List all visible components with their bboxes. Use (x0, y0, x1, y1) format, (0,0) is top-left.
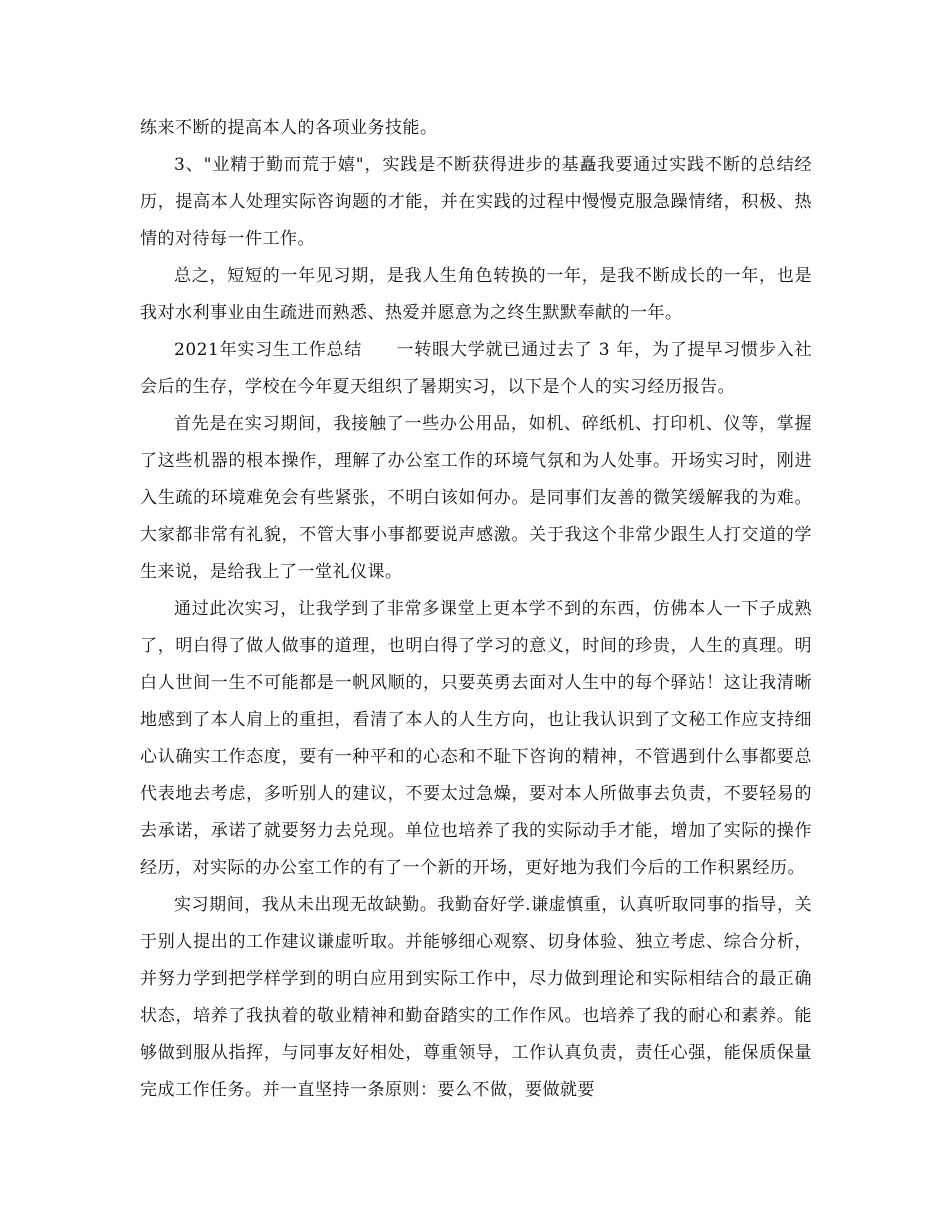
paragraph-6: 通过此次实习，让我学到了非常多课堂上更本学不到的东西，仿佛本人一下子成熟了，明白得了做人做事的道理，也明白得了学习的意义，时间的珍贵，人生的真理。明白人世间一生不可能都是一帆风顺的，只要英勇去面对人生中的每个驿站！这让我清晰地感到了本人肩上的重担，看清了本人的人生方向，也让我认识到了文秘工作应支持细心认确实工作态度，要有一种平和的心态和不耻下咨询的精神，不管遇到什么事都要总代表地去考虑，多听别人的建议，不要太过急燥，要对本人所做事去负责，不要轻易的去承诺，承诺了就要努力去兑现。单位也培养了我的实际动手才能，增加了实际的操作经历，对实际的办公室工作的有了一个新的开场，更好地为我们今后的工作积累经历。 (140, 599, 812, 878)
paragraph-5: 首先是在实习期间，我接触了一些办公用品，如机、碎纸机、打印机、仪等，掌握了这些机器的根本操作，理解了办公室工作的环境气氛和为人处事。开场实习时，刚进入生疏的环境难免会有些紧张，不明白该如何办。是同事们友善的微笑缓解我的为难。大家都非常有礼貌，不管大事小事都要说声感激。关于我这个非常少跟生人打交道的学生来说，是给我上了一堂礼仪课。 (140, 414, 812, 582)
paragraph-2: 3、"业精于勤而荒于嬉"，实践是不断获得进步的基矗我要通过实践不断的总结经历，提高本人处理实际咨询题的才能，并在实践的过程中慢慢克服急躁情绪，积极、热情的对待每一件工作。 (140, 155, 812, 249)
paragraph-3: 总之，短短的一年见习期，是我人生角色转换的一年，是我不断成长的一年，也是我对水利事业由生疏进而熟悉、热爱并愿意为之终生默默奉献的一年。 (140, 266, 812, 323)
paragraph-4-text: 一转眼大学就已通过去了 3 年，为了提早习惯步入社会后的生存，学校在今年夏天组织了暑期实习，以下是个人的实习经历报告。 (140, 340, 813, 397)
section-title: 2021年实习生工作总结 (174, 340, 363, 360)
paragraph-4 (140, 332, 812, 406)
paragraph-7: 实习期间，我从未出现无故缺勤。我勤奋好学.谦虚慎重，认真听取同事的指导，关于别人提出的工作建议谦虚听取。并能够细心观察、切身体验、独立考虑、综合分析，并努力学到把学样学到的明白应用到实际工作中，尽力做到理论和实际相结合的最正确状态，培养了我执着的敬业精神和勤奋踏实的工作作风。也培养了我的耐心和素养。能够做到服从指挥，与同事友好相处，尊重领导，工作认真负责，责任心强，能保质保量完成工作任务。并一直坚持一条原则：要么不做，要做就要 (140, 895, 812, 1100)
document-body (140, 110, 812, 1109)
paragraph-1: 练来不断的提高本人的各项业务技能。 (140, 118, 438, 138)
